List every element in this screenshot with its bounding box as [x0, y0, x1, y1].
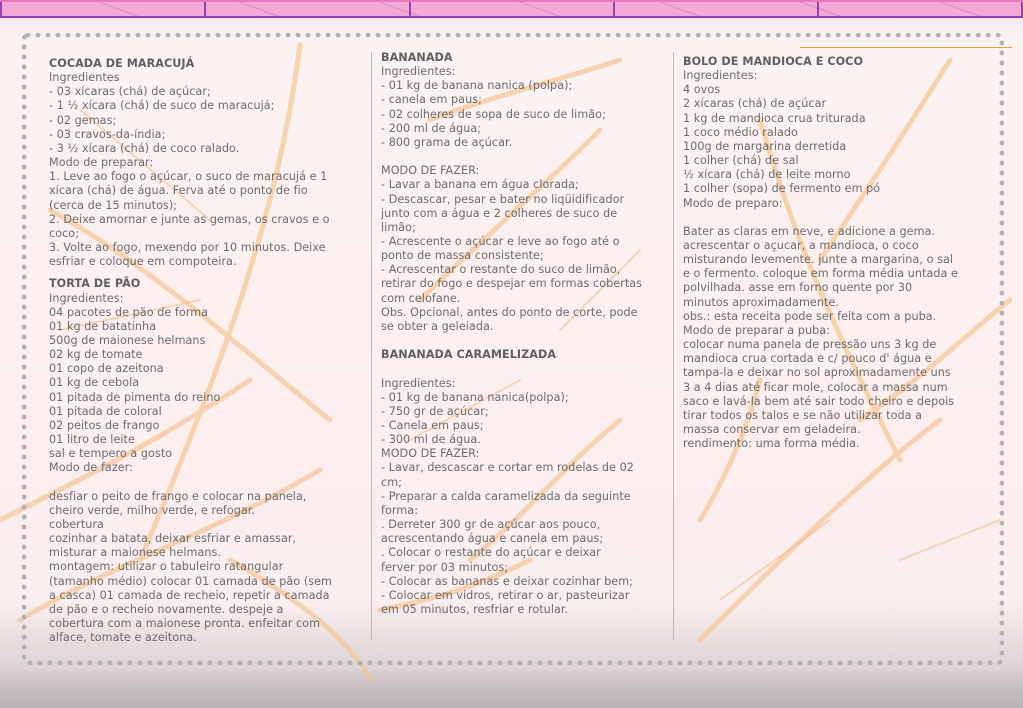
recipe-line: esfriar e coloque em compoteira.	[49, 255, 237, 269]
recipe-line: . Derreter 300 gr de açúcar aos pouco,	[381, 518, 601, 532]
recipe-line: 1 colher (sopa) de fermento em pó	[683, 182, 881, 196]
recipe-title: BANANADA	[381, 51, 453, 64]
recipe-line: 01 kg de batatinha	[49, 319, 157, 333]
recipe-line: cheiro verde, milho verde, e refogar.	[49, 503, 255, 517]
recipe-body	[683, 69, 958, 451]
recipe-column-1	[49, 57, 332, 645]
recipe-line: 2. Deixe amornar e junte as gemas, os cravos e o	[49, 212, 330, 226]
recipe-line: 01 kg de cebola	[49, 376, 140, 390]
recipe-line: cobertura com a maionese pronta. enfeitar com	[49, 617, 321, 631]
recipe-line: Modo de preparar:	[49, 156, 154, 170]
recipe-line: alface, tomate e azeitona.	[49, 631, 197, 645]
recipe-line: e o fermento. coloque em forma média untada e	[683, 267, 958, 281]
recipe-line: - 3 ½ xícara (chá) de coco ralado.	[49, 141, 240, 155]
recipe-line: Ingredientes:	[381, 65, 456, 79]
recipe-line: . Colocar o restante do açúcar e deixar	[381, 546, 601, 560]
recipe-line: forma:	[381, 503, 419, 517]
recipe-line: 1. Leve ao fogo o açúcar, o suco de maracujá e 1	[49, 170, 328, 184]
recipe-line: - 03 cravos-da-índia;	[49, 127, 166, 141]
recipe-line: - Colocar as bananas e deixar cozinhar bem;	[381, 574, 633, 588]
recipe-line: tirar todos os talos e se não utilizar toda a	[683, 408, 923, 422]
recipe-line: 2 xícaras (chá) de açúcar	[683, 97, 827, 111]
recipe-line: - 03 xícaras (chá) de açúcar;	[49, 85, 211, 99]
recipe-line: 02 kg de tomate	[49, 348, 143, 362]
recipe-line: - Colocar em vidros, retirar o ar, pasteurizar	[381, 588, 630, 602]
recipe-line: - 01 kg de banana nanica (polpa);	[381, 79, 573, 93]
recipe-line: MODO DE FAZER:	[381, 447, 480, 461]
recipe-line: - Lavar, descascar e cortar em rodelas de 02	[381, 461, 634, 475]
recipe-line: de pão e o recheio novamente. despeje a	[49, 602, 284, 616]
recipe-line: sal e tempero a gosto	[49, 447, 173, 461]
recipe-line: ponto de massa consistente;	[381, 249, 544, 263]
recipe-line: ½ xícara (chá) de leite morno	[683, 168, 851, 182]
recipe-line: Ingredientes:	[49, 291, 124, 305]
recipe-line: 4 ovos	[683, 83, 721, 97]
gold-rule	[800, 47, 1012, 48]
recipe-line: ferver por 03 minutos;	[381, 560, 509, 574]
recipe-line: massa conservar em geladeira.	[683, 423, 861, 437]
column-divider	[371, 52, 372, 640]
recipe-line: em 05 minutos, resfriar e rotular.	[381, 603, 569, 617]
recipe-line: xícara (chá) de água. Ferva até o ponto de fio	[49, 184, 308, 198]
recipe-line: - 200 ml de água;	[381, 121, 482, 135]
recipe-line: mandioca crua cortada e c/ pouco d' água e	[683, 352, 932, 366]
recipe-line: coco;	[49, 226, 80, 240]
recipe-line: Ingredientes:	[381, 376, 456, 390]
recipe-line: - Descascar, pesar e bater no liqüidificador	[381, 192, 625, 206]
recipe-line	[381, 150, 642, 164]
recipe-line: - 02 gemas;	[49, 113, 117, 127]
recipe-line: 3. Volte ao fogo, mexendo por 10 minutos. Deixe	[49, 241, 326, 255]
bottom-shade	[0, 668, 1023, 708]
recipe-line: - 02 colheres de sopa de suco de limão;	[381, 107, 606, 121]
recipe-line: polvilhada. asse em forno quente por 30	[683, 281, 913, 295]
recipe-line: Ingredientes	[49, 71, 120, 85]
recipe-line: junto com a água e 2 colheres de suco de	[381, 206, 618, 220]
recipe-line: misturar a maionese helmans.	[49, 546, 221, 560]
recipe-line: - 800 grama de açúcar.	[381, 135, 513, 149]
recipe-line: Ingredientes:	[683, 69, 758, 83]
recipe-line: - 300 ml de água.	[381, 433, 481, 447]
recipe-line: MODO DE FAZER:	[381, 164, 480, 178]
recipe-body	[49, 292, 332, 646]
recipe-line: - Acrescentar o restante do suco de limão,	[381, 263, 621, 277]
recipe-line: 01 copo de azeitona	[49, 362, 164, 376]
recipe-line: com celofane.	[381, 291, 461, 305]
recipe-line: 02 peitos de frango	[49, 418, 160, 432]
column-divider	[673, 52, 674, 640]
recipe-title: BOLO DE MANDIOCA E COCO	[683, 55, 864, 68]
recipe-line: 500g de maionese helmans	[49, 333, 206, 347]
recipe-line: 01 pitada de coloral	[49, 404, 162, 418]
recipe-line: montagem: utilizar o tabuleiro ratangular	[49, 560, 284, 574]
recipe-line: saco e lavá-la bem até sair todo cheiro e depois	[683, 394, 955, 408]
recipe-line: - 1 ½ xícara (chá) de suco de maracujá;	[49, 99, 275, 113]
recipe-line: desfiar o peito de frango e colocar na panela,	[49, 489, 307, 503]
recipe-line: Obs. Opcional, antes do ponto de corte, pode	[381, 305, 638, 319]
recipe-line: 01 litro de leite	[49, 433, 135, 447]
recipe-line: - Lavar a banana em água clorada;	[381, 178, 579, 192]
recipe-line: - Canela em paus;	[381, 419, 484, 433]
recipe-line: cm;	[381, 475, 402, 489]
recipe-line	[381, 334, 642, 348]
recipe-line: obs.: esta receita pode ser feita com a puba.	[683, 309, 937, 323]
recipe-line: rendimento: uma forma média.	[683, 437, 860, 451]
recipe-line: 1 coco médio ralado	[683, 125, 798, 139]
recipe-line: 04 pacotes de pão de forma	[49, 305, 209, 319]
recipe-line: minutos aproximadamente.	[683, 295, 839, 309]
recipe-line: (cerca de 15 minutos);	[49, 198, 178, 212]
recipe-line: retirar do fogo e despejar em formas cobertas	[381, 277, 643, 291]
recipe-body	[381, 65, 642, 348]
recipe-line: 1 kg de mandioca crua triturada	[683, 111, 866, 125]
recipe-line	[381, 362, 642, 376]
recipe-line: Modo de fazer:	[49, 461, 133, 475]
recipe-line: 1 colher (chá) de sal	[683, 154, 799, 168]
recipe-body	[381, 362, 642, 617]
recipe-line: tampa-la e deixar no sol aproximadamente uns	[683, 366, 951, 380]
recipe-line: Modo de preparo:	[683, 196, 783, 210]
recipe-column-2	[381, 51, 642, 617]
recipe-line: 01 pitada de pimenta do reino	[49, 390, 221, 404]
recipe-line: acrescentar o açucar, a mandioca, o coco	[683, 239, 919, 253]
recipe-line: se obter a geleiada.	[381, 319, 494, 333]
recipe-line: - canela em paus;	[381, 93, 482, 107]
recipe-line: limão;	[381, 220, 416, 234]
recipe-line: - 750 gr de açúcar;	[381, 404, 489, 418]
recipe-line: colocar numa panela de pressão uns 3 kg de	[683, 338, 937, 352]
recipe-line: a casca) 01 camada de recheio, repetir a camada	[49, 588, 330, 602]
recipe-line: Bater as claras em neve, e adicione a gema.	[683, 224, 936, 238]
recipe-line	[49, 476, 332, 490]
recipe-title: TORTA DE PÃO	[49, 277, 141, 291]
recipe-line: misturando levemente. junte a margarina, o sal	[683, 253, 954, 267]
recipe-line: cozinhar a batata, deixar esfriar e amassar,	[49, 532, 297, 546]
recipe-line	[683, 211, 958, 225]
recipe-line: cobertura	[49, 517, 104, 531]
recipe-title: COCADA DE MARACUJÁ	[49, 57, 195, 70]
recipe-line: 100g de margarina derretida	[683, 139, 847, 153]
recipe-column-3	[683, 55, 958, 451]
recipe-line: - Acrescente o açúcar e leve ao fogo até o	[381, 235, 620, 249]
recipe-line: - Preparar a calda caramelizada da seguinte	[381, 489, 631, 503]
recipe-title: BANANADA CARAMELIZADA	[381, 348, 557, 362]
recipe-line: Modo de preparar a puba:	[683, 323, 830, 337]
recipe-line: acrescentando água e canela em paus;	[381, 532, 604, 546]
recipe-line: 3 a 4 dias até ficar mole, colocar a massa num	[683, 380, 948, 394]
recipe-line: - 01 kg de banana nanica(polpa);	[381, 390, 569, 404]
recipe-body	[49, 71, 332, 269]
recipe-line: (tamanho médio) colocar 01 camada de pão (sem	[49, 574, 332, 588]
